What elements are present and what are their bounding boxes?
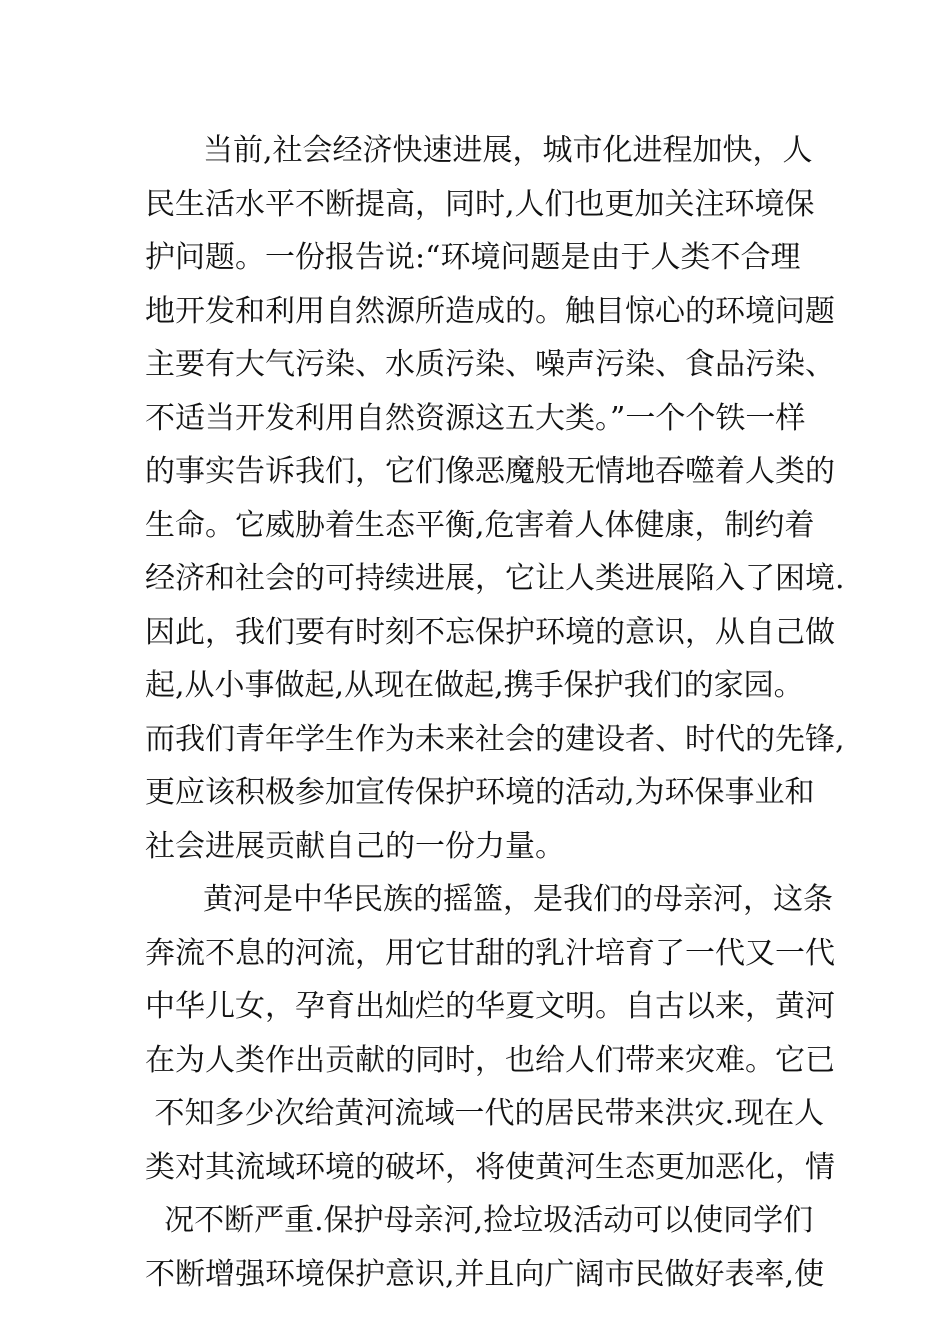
text-line: 更应该积极参加宣传保护环境的活动,为环保事业和: [145, 775, 815, 810]
text-line: 护问题。一份报告说:“环境问题是由于人类不合理: [145, 240, 801, 275]
text-line: 因此，我们要有时刻不忘保护环境的意识，从自己做: [145, 614, 835, 650]
text-line: 不知多少次给黄河流域一代的居民带来洪灾.现在人: [145, 1096, 825, 1131]
text-line: 民生活水平不断提高，同时,人们也更加关注环境保: [145, 186, 815, 222]
text-line: 在为人类作出贡献的同时，也给人们带来灾难。它已: [145, 1042, 835, 1078]
text-line: 生命。它威胁着生态平衡,危害着人体健康，制约着: [145, 507, 815, 543]
text-line: 奔流不息的河流，用它甘甜的乳汁培育了一代又一代: [145, 935, 835, 971]
text-line: 不断增强环境保护意识,并且向广阔市民做好表率,使: [145, 1256, 825, 1292]
text-line: 而我们青年学生作为未来社会的建设者、时代的先锋,: [145, 721, 845, 757]
text-line: 地开发和利用自然源所造成的。触目惊心的环境问题: [145, 293, 835, 329]
text-line: 况不断严重.保护母亲河,捡垃圾活动可以使同学们: [145, 1203, 814, 1238]
text-line: 的事实告诉我们，它们像恶魔般无情地吞噬着人类的: [145, 454, 835, 489]
text-line: 起,从小事做起,从现在做起,携手保护我们的家园。: [145, 668, 804, 703]
text-line: 类对其流域环境的破坏，将使黄河生态更加恶化，情: [145, 1149, 835, 1185]
paragraph-yellow-river: [145, 873, 835, 1301]
text-line: 不适当开发利用自然资源这五大类。”一个个铁一样: [145, 400, 806, 436]
text-line: 主要有大气污染、水质污染、噪声污染、食品污染、: [145, 347, 835, 382]
text-line: 社会进展贡献自己的一份力量。: [145, 828, 565, 864]
text-line: 当前,社会经济快速进展，城市化进程加快，人: [203, 133, 813, 168]
paragraph-environment: [145, 124, 845, 873]
text-line: 黄河是中华民族的摇篮，是我们的母亲河，这条: [203, 882, 833, 917]
text-line: 中华儿女，孕育出灿烂的华夏文明。自古以来，黄河: [145, 989, 835, 1024]
document-body: [145, 124, 845, 1301]
text-line: 经济和社会的可持续进展，它让人类进展陷入了困境.: [145, 561, 845, 596]
